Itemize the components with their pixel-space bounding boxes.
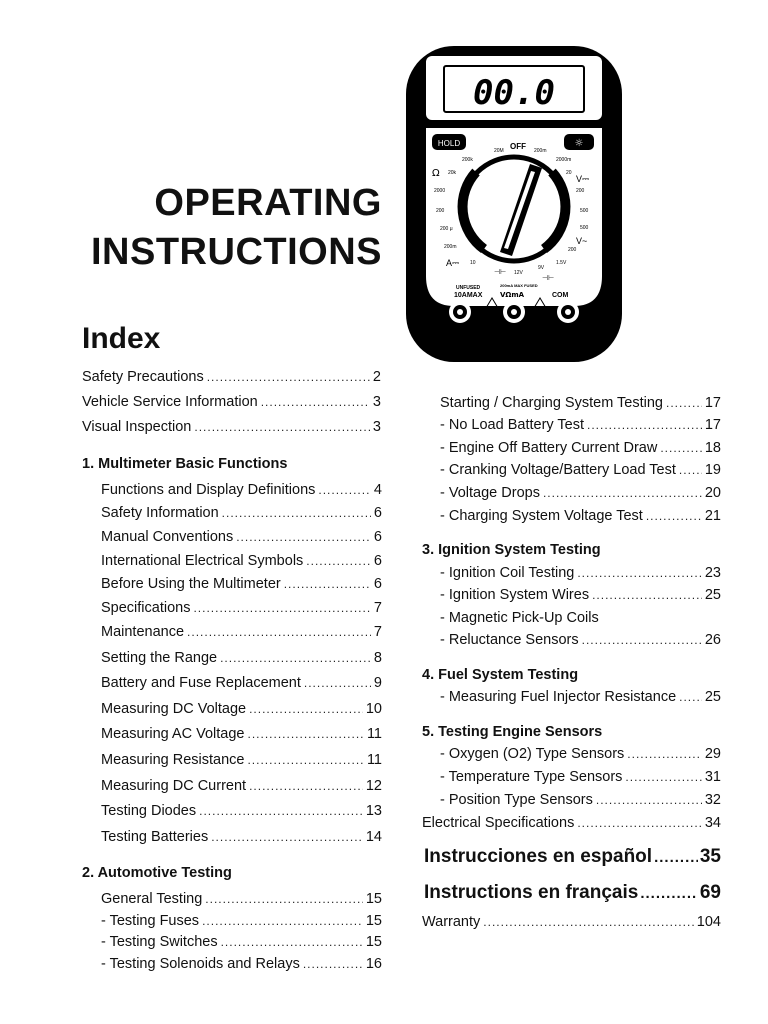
index-heading: Index — [82, 322, 161, 355]
toc-item[interactable]: - Voltage Drops ..... 20 — [440, 486, 721, 501]
toc-item[interactable]: Measuring DC Current ..... 12 — [101, 779, 382, 794]
svg-text:⊣⊢: ⊣⊢ — [542, 274, 555, 282]
svg-text:9V: 9V — [538, 265, 545, 271]
toc-item[interactable]: - Engine Off Battery Current Draw ..... 18 — [440, 441, 721, 456]
toc-item[interactable]: Testing Batteries ..... 14 — [101, 830, 382, 845]
svg-text:2000: 2000 — [434, 188, 446, 194]
toc-item[interactable]: - Reluctance Sensors ..... 26 — [440, 633, 721, 648]
toc-item[interactable]: - Testing Solenoids and Relays ..... 16 — [101, 957, 382, 972]
svg-text:VΩmA: VΩmA — [500, 291, 525, 299]
svg-text:200: 200 — [436, 208, 445, 214]
hold-button: HOLD — [437, 139, 461, 148]
toc-item[interactable]: - Magnetic Pick-Up Coils — [440, 610, 599, 626]
toc-item[interactable]: Battery and Fuse Replacement ..... 9 — [101, 676, 382, 691]
toc-item[interactable]: Starting / Charging System Testing ..... 17 — [440, 396, 721, 411]
section-3-title: 3. Ignition System Testing — [422, 542, 601, 558]
toc-item[interactable]: - No Load Battery Test ..... 17 — [440, 418, 721, 433]
toc-item[interactable]: - Ignition Coil Testing ..... 23 — [440, 566, 721, 581]
svg-text:20M: 20M — [494, 148, 504, 154]
toc-item[interactable]: Measuring AC Voltage ..... 11 — [101, 727, 382, 742]
toc-safety-precautions[interactable]: Safety Precautions ..... 2 — [82, 370, 381, 385]
toc-item[interactable]: Specifications ..... 7 — [101, 601, 382, 616]
toc-item[interactable]: International Electrical Symbols ..... 6 — [101, 554, 382, 569]
section-2-title: 2. Automotive Testing — [82, 865, 232, 881]
svg-text:10: 10 — [470, 260, 476, 266]
section-1-title: 1. Multimeter Basic Functions — [82, 456, 288, 472]
svg-text:UNFUSED: UNFUSED — [456, 285, 481, 291]
svg-text:V~: V~ — [576, 236, 588, 246]
meter-display: 00.0 — [473, 73, 555, 113]
toc-item[interactable]: Maintenance ..... 7 — [101, 625, 382, 640]
toc-item[interactable]: - Cranking Voltage/Battery Load Test ..... 19 — [440, 463, 721, 478]
toc-item[interactable]: - Temperature Type Sensors ..... 31 — [440, 770, 721, 785]
svg-text:⊣⊢: ⊣⊢ — [494, 268, 507, 276]
toc-item[interactable]: Safety Information ..... 6 — [101, 506, 382, 521]
toc-item[interactable]: Setting the Range ..... 8 — [101, 651, 382, 666]
off-label: OFF — [510, 142, 526, 151]
svg-text:200m: 200m — [534, 148, 547, 154]
toc-item[interactable]: - Oxygen (O2) Type Sensors ..... 29 — [440, 747, 721, 762]
svg-text:200mA MAX FUSED: 200mA MAX FUSED — [500, 283, 538, 288]
backlight-button: ☼ — [574, 138, 584, 149]
toc-item[interactable]: - Measuring Fuel Injector Resistance ..... 25 — [440, 690, 721, 705]
toc-item[interactable]: - Position Type Sensors ..... 32 — [440, 793, 721, 808]
svg-text:20k: 20k — [448, 170, 457, 176]
multimeter-illustration — [404, 44, 624, 364]
toc-item[interactable]: Manual Conventions ..... 6 — [101, 530, 382, 545]
title-line-1: OPERATING — [154, 182, 382, 224]
toc-item[interactable]: - Charging System Voltage Test ..... 21 — [440, 509, 721, 524]
toc-electrical-specs[interactable]: Electrical Specifications ..... 34 — [422, 816, 721, 831]
svg-text:200m: 200m — [444, 244, 457, 250]
svg-text:500: 500 — [580, 225, 589, 231]
svg-text:COM: COM — [552, 292, 569, 299]
toc-visual-inspection[interactable]: Visual Inspection ..... 3 — [82, 420, 381, 435]
toc-spanish[interactable]: Instrucciones en español ..... 35 — [424, 847, 721, 866]
toc-warranty[interactable]: Warranty ..... 104 — [422, 915, 721, 930]
svg-text:10AMAX: 10AMAX — [454, 292, 483, 299]
svg-text:200 μ: 200 μ — [440, 226, 453, 232]
toc-item[interactable]: General Testing ..... 15 — [101, 892, 382, 907]
svg-text:12V: 12V — [514, 270, 523, 276]
svg-text:500: 500 — [580, 208, 589, 214]
svg-text:200k: 200k — [462, 157, 473, 163]
svg-text:Ω: Ω — [432, 168, 440, 179]
svg-text:1.5V: 1.5V — [556, 260, 567, 266]
toc-item[interactable]: Measuring Resistance ..... 11 — [101, 753, 382, 768]
section-4-title: 4. Fuel System Testing — [422, 667, 579, 683]
toc-item[interactable]: Testing Diodes ..... 13 — [101, 804, 382, 819]
toc-item[interactable]: Functions and Display Definitions ..... 4 — [101, 483, 382, 498]
svg-text:200: 200 — [568, 247, 577, 253]
toc-item[interactable]: - Testing Switches ..... 15 — [101, 935, 382, 950]
toc-item[interactable]: Before Using the Multimeter ..... 6 — [101, 577, 382, 592]
toc-item[interactable]: - Ignition System Wires ..... 25 — [440, 588, 721, 603]
section-5-title: 5. Testing Engine Sensors — [422, 724, 603, 740]
svg-text:A⎓: A⎓ — [446, 258, 460, 268]
toc-vehicle-service[interactable]: Vehicle Service Information ..... 3 — [82, 395, 381, 410]
svg-text:V⎓: V⎓ — [576, 174, 590, 184]
toc-item[interactable]: Measuring DC Voltage ..... 10 — [101, 702, 382, 717]
svg-text:20: 20 — [566, 170, 572, 176]
svg-text:200: 200 — [576, 188, 585, 194]
toc-french[interactable]: Instructions en français ..... 69 — [424, 883, 721, 902]
svg-text:2000m: 2000m — [556, 157, 572, 163]
toc-item[interactable]: - Testing Fuses ..... 15 — [101, 914, 382, 929]
title-line-2: INSTRUCTIONS — [91, 231, 382, 273]
